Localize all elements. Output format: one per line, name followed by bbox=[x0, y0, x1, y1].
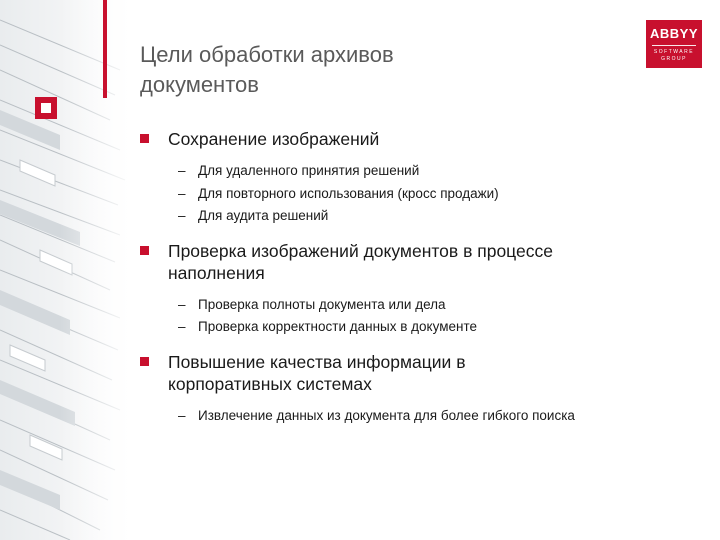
sub-item bbox=[140, 160, 700, 183]
logo-subtitle-2: GROUP bbox=[661, 56, 687, 62]
logo-subtitle-1: SOFTWARE bbox=[653, 49, 695, 55]
dash: – bbox=[178, 185, 186, 201]
bullet-item bbox=[140, 128, 700, 150]
sub-list bbox=[140, 160, 700, 228]
dash: – bbox=[178, 319, 186, 334]
sub-list bbox=[140, 294, 700, 339]
bullet-square-icon bbox=[140, 246, 149, 255]
dash: – bbox=[178, 296, 186, 312]
bullet-item bbox=[140, 351, 700, 395]
red-accent-bar bbox=[103, 0, 107, 98]
abbyy-logo bbox=[646, 20, 702, 68]
title-line-1: Цели обработки архивов bbox=[140, 42, 394, 67]
sub-item bbox=[140, 183, 700, 206]
sub-text: Для повторного использования (кросс продажи) bbox=[198, 185, 499, 201]
sub-text: Для удаленного принятия решений bbox=[198, 163, 420, 178]
logo-name: ABBYY bbox=[649, 26, 698, 41]
logo-divider bbox=[652, 45, 696, 46]
bullet-text: Сохранение изображений bbox=[168, 129, 380, 149]
bullet-item bbox=[140, 240, 700, 284]
sub-text: Для аудита решений bbox=[198, 208, 329, 223]
dash: – bbox=[178, 407, 186, 423]
bullet-text-line-1: Повышение качества информации в bbox=[168, 351, 466, 372]
bullet-text-line-1: Проверка изображений документов в процессе bbox=[168, 240, 553, 261]
dash: – bbox=[178, 163, 186, 178]
title-line-2: документов bbox=[140, 72, 259, 97]
marker-inner-square bbox=[41, 103, 51, 113]
bullet-text-line-2: наполнения bbox=[168, 262, 265, 283]
dash: – bbox=[178, 208, 186, 223]
sub-item bbox=[140, 316, 700, 339]
slide-content bbox=[140, 128, 700, 427]
sub-text: Проверка корректности данных в документе bbox=[198, 319, 477, 334]
sub-text: Извлечение данных из документа для более гибкого поиска bbox=[198, 407, 575, 423]
sub-item bbox=[140, 405, 700, 428]
slide-title bbox=[140, 40, 610, 100]
sub-text: Проверка полноты документа или дела bbox=[198, 296, 446, 312]
photo-fade-overlay bbox=[60, 0, 140, 540]
sub-item bbox=[140, 294, 700, 317]
archive-files-photo bbox=[0, 0, 140, 540]
bullet-square-icon bbox=[140, 134, 149, 143]
sub-list bbox=[140, 405, 700, 428]
sub-item bbox=[140, 205, 700, 228]
bullet-square-icon bbox=[140, 357, 149, 366]
bullet-text-line-2: корпоративных системах bbox=[168, 373, 372, 394]
